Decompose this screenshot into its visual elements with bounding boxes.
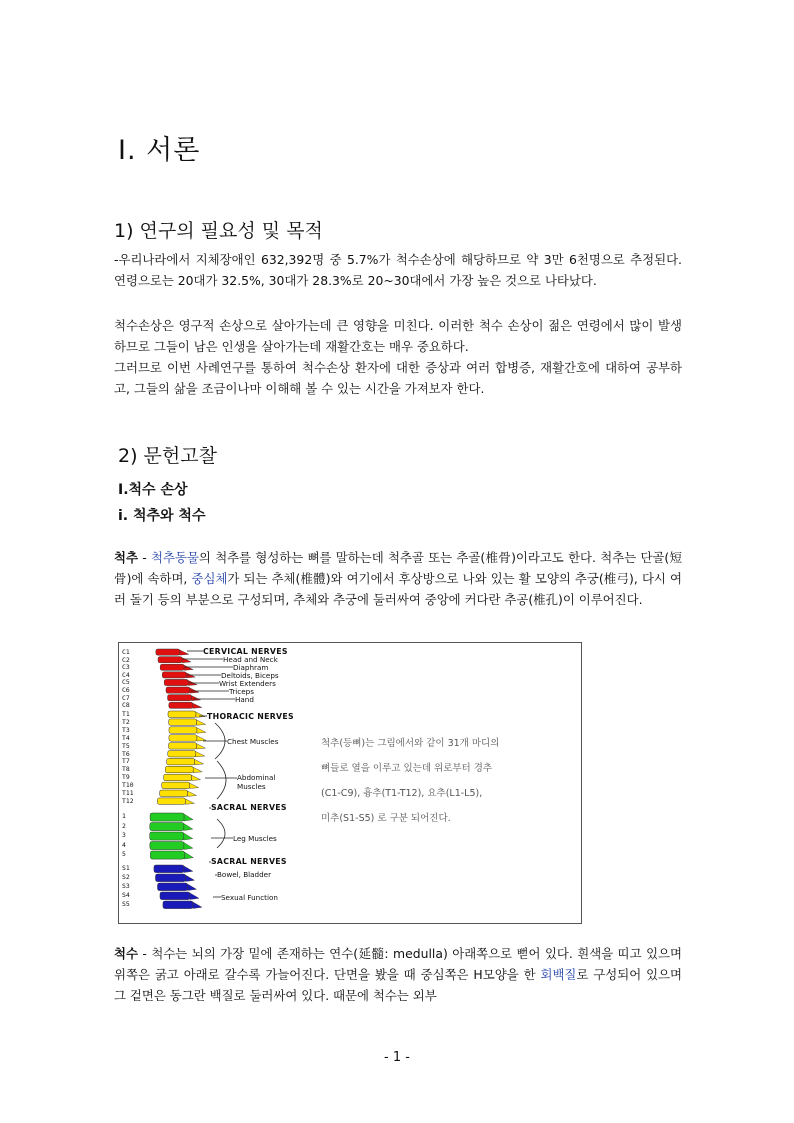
label-sacral-nerves-1: SACRAL NERVES (211, 803, 287, 812)
caption-line: (C1-C9), 흉추(T1-T12), 요추(L1-L5), (321, 788, 483, 799)
term-spinal-cord: 척수 (114, 946, 138, 961)
vertebra-label: 4 (122, 840, 126, 849)
figure-caption (321, 731, 499, 831)
text: - 척수는 뇌의 가장 밑에 존재하는 연수(延髓: medulla) 아래쪽으로 뻗어 있다. 흰색을 띠고 있으며 위쪽은 굵고 아래로 갈수록 가늘어진다. 단면을 봤을 때 중심쪽은 H모양을 한 (114, 946, 682, 982)
label-muscles: Muscles (237, 782, 266, 791)
group-bracket (217, 819, 225, 848)
vertebra-label: C5 (122, 678, 130, 687)
vertebra-process (196, 752, 205, 757)
vertebra-label: T8 (122, 765, 130, 774)
vertebra-5 (150, 851, 184, 859)
spine-figure (118, 642, 582, 924)
section-heading-literature: 2) 문헌고찰 (118, 445, 217, 467)
link-vertebrates[interactable]: 척추동물 (151, 550, 199, 565)
vertebra-T3 (169, 727, 197, 734)
vertebra-label: C6 (122, 686, 130, 694)
vertebra-process (185, 875, 194, 882)
vertebra-process (184, 814, 193, 821)
caption-line: 미추(S1-S5) 로 구분 되어진다. (321, 813, 451, 824)
section-heading-purpose: 1) 연구의 필요성 및 목적 (114, 220, 323, 242)
vertebra-process (197, 720, 206, 725)
vertebra-T4 (169, 735, 197, 742)
vertebra-process (193, 703, 202, 708)
vertebra-1 (150, 813, 184, 821)
vertebra-T11 (160, 790, 188, 797)
vertebra-process (190, 688, 199, 693)
vertebra-process (192, 775, 201, 780)
vertebra-label: S5 (122, 900, 130, 908)
vertebra-process (184, 852, 193, 859)
vertebra-label: T2 (122, 717, 130, 726)
vertebra-process (184, 833, 193, 840)
vertebra-label: C7 (122, 693, 130, 702)
vertebra-process (184, 824, 193, 831)
vertebra-label: S2 (122, 873, 130, 881)
vertebra-C4 (162, 672, 186, 678)
paragraph-purpose: 그러므로 이번 사례연구를 통하여 척수손상 환자에 대한 증상과 여러 합병증, 재활간호에 대하여 공부하고, 그들의 삶을 조금이나마 이해해 볼 수 있는 시간을 가져보자 한다. (114, 360, 682, 396)
vertebra-label: T3 (122, 725, 130, 734)
vertebra-label: 2 (122, 821, 126, 830)
vertebra-process (196, 712, 205, 717)
paragraph-spinal-cord (114, 944, 682, 1006)
vertebra-C1 (156, 649, 180, 655)
label-head-neck: Head and Neck (223, 655, 278, 664)
label-wrist: Wrist Extenders (219, 679, 276, 688)
vertebra-label: T1 (122, 710, 130, 718)
vertebra-process (197, 744, 206, 749)
link-gray-matter[interactable]: 회백질 (540, 966, 577, 982)
vertebra-process (190, 893, 199, 900)
vertebra-label: C2 (122, 655, 130, 664)
subheading-spinal-injury: Ⅰ.척수 손상 (118, 482, 188, 498)
vertebra-process (197, 736, 206, 741)
vertebra-label: C4 (122, 670, 130, 679)
vertebra-label: T4 (122, 733, 130, 742)
label-sacral-nerves-2: SACRAL NERVES (211, 857, 287, 866)
page-title: Ⅰ. 서론 (118, 135, 201, 166)
vertebra-label: C1 (122, 648, 130, 656)
label-sexual: Sexual Function (221, 893, 278, 902)
vertebra-label: C8 (122, 701, 130, 710)
vertebra-T6 (168, 751, 196, 758)
vertebra-label: S1 (122, 864, 130, 872)
vertebra-process (193, 767, 202, 772)
vertebra-T10 (162, 782, 190, 789)
vertebra-C7 (168, 695, 192, 701)
vertebra-label: T11 (122, 789, 134, 797)
vertebra-S4 (160, 892, 190, 900)
label-chest: Chest Muscles (227, 737, 279, 746)
caption-line: 뼈들로 열을 이루고 있는데 위로부터 경추 (321, 763, 493, 774)
text: - (137, 550, 152, 565)
label-hand: Hand (235, 695, 254, 704)
vertebra-4 (150, 842, 184, 850)
vertebra-T1 (168, 711, 196, 718)
vertebra-label: T10 (122, 781, 134, 790)
vertebra-S1 (154, 865, 184, 873)
page-number: - 1 - (384, 1050, 410, 1065)
label-abdominal: Abdominal (237, 773, 276, 782)
vertebra-label: 3 (122, 831, 126, 839)
vertebra-process (188, 791, 197, 796)
text: 가 되는 추체(椎體)와 여기에서 후상방으로 나와 있는 활 모양의 추궁(椎弓), 다시 여러 돌기 등의 부분으로 구성되며, 추체와 추궁에 둘러싸여 중앙에 커다란 추공(椎孔)이 이루어진다. (114, 570, 682, 607)
text: 의 척추를 형성하는 뼈를 말하는데 척추골 또는 추골(椎骨)이라고도 한다. 척추는 단골(短骨)에 속하며, (114, 550, 682, 586)
vertebra-S5 (163, 901, 193, 909)
link-central-body[interactable]: 중심체 (191, 570, 228, 586)
vertebra-process (192, 696, 201, 701)
label-bowel: Bowel, Bladder (217, 870, 272, 879)
label-cervical-nerves: CERVICAL NERVES (203, 647, 288, 656)
text: 로 구성되어 있으며 그 겉면은 동그란 백질로 둘러싸여 있다. 때문에 척수는 외부 (114, 966, 682, 1003)
vertebra-C2 (158, 657, 182, 663)
vertebra-process (190, 783, 199, 788)
vertebra-label: 1 (122, 812, 126, 820)
vertebra-label: T6 (122, 749, 130, 758)
vertebra-label: C3 (122, 663, 130, 672)
label-diaphram: Diaphram (233, 663, 269, 672)
vertebra-process (182, 658, 191, 663)
vertebra-process (195, 759, 204, 764)
caption-line: 척추(등뼈)는 그림에서와 같이 31개 마디의 (321, 738, 500, 749)
vertebra-label: S4 (122, 891, 130, 899)
group-bracket (217, 761, 226, 799)
vertebra-label: T5 (122, 741, 130, 750)
vertebra-process (184, 665, 193, 670)
label-deltoids: Deltoids, Biceps (221, 671, 279, 680)
label-thoracic-nerves: THORACIC NERVES (207, 712, 294, 721)
vertebra-process (184, 866, 193, 873)
vertebra-label: T12 (122, 796, 134, 805)
vertebra-S2 (155, 874, 185, 882)
vertebra-T12 (157, 798, 185, 805)
term-spine: 척추 (114, 550, 138, 565)
vertebra-process (185, 799, 194, 804)
vertebra-label: T9 (122, 773, 130, 782)
vertebra-process (193, 902, 202, 909)
vertebra-process (197, 728, 206, 733)
paragraph-importance: 척수손상은 영구적 손상으로 살아가는데 큰 영향을 미친다. 이러한 척수 손상이 젊은 연령에서 많이 발생하므로 그들이 남은 인생을 살아가는데 재활간호는 매우 중요하다. (114, 318, 682, 354)
vertebra-2 (150, 823, 184, 831)
vertebrae-group (150, 649, 206, 909)
vertebra-C3 (160, 664, 184, 670)
paragraph-spine (114, 548, 682, 610)
vertebra-T2 (169, 719, 197, 726)
vertebra-T5 (169, 743, 197, 750)
subheading-spine-and-cord: ⅰ. 척추와 척수 (118, 508, 206, 524)
vertebra-process (188, 884, 197, 891)
vertebra-label: S3 (122, 882, 130, 890)
vertebra-C5 (164, 679, 188, 685)
label-leg: Leg Muscles (233, 834, 277, 843)
vertebra-label: T7 (122, 757, 130, 766)
vertebra-T9 (164, 774, 192, 781)
vertebra-T8 (165, 766, 193, 773)
vertebra-3 (150, 832, 184, 840)
vertebra-S3 (158, 883, 188, 891)
vertebra-C8 (169, 702, 193, 708)
vertebra-T7 (167, 758, 195, 765)
paragraph-statistics: -우리나라에서 지체장애인 632,392명 중 5.7%가 척수손상에 해당하므로 약 3만 6천명으로 추정된다. 연령으로는 20대가 32.5%, 30대가 28.3%로 20~30대에서 가장 높은 것으로 나타났다. (114, 252, 682, 288)
vertebra-C6 (166, 687, 190, 693)
vertebra-label: 5 (122, 850, 126, 858)
vertebra-process (184, 843, 193, 850)
label-triceps: Triceps (229, 687, 254, 696)
